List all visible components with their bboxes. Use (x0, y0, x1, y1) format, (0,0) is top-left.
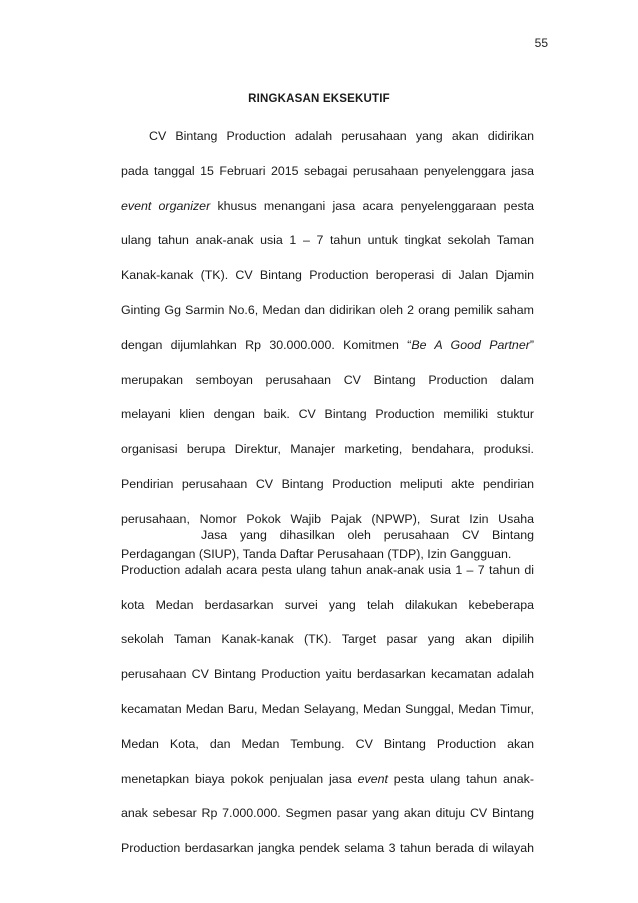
text-line (121, 189, 534, 224)
paragraph-1 (121, 119, 534, 571)
text-segment: kecamatan Medan Baru, Medan Selayang, Medan Sunggal, Medan Timur, (121, 701, 534, 716)
text-line (121, 467, 534, 502)
text-segment: Pendirian perusahaan CV Bintang Production meliputi akte pendirian (121, 476, 534, 491)
text-segment: CV Bintang Production adalah perusahaan yang akan didirikan (149, 129, 534, 143)
text-segment: sekolah Taman Kanak-kanak (TK). Target pasar yang akan dipilih (121, 632, 534, 647)
text-segment: Kanak-kanak (TK). CV Bintang Production beroperasi di Jalan Djamin (121, 268, 534, 283)
text-line (121, 363, 534, 398)
text-line (121, 432, 534, 467)
text-line (121, 588, 534, 623)
text-segment: Perdagangan (SIUP), Tanda Daftar Perusahaan (TDP), Izin Gangguan. (121, 546, 512, 561)
text-line (121, 657, 534, 692)
italic-text: event organizer (121, 198, 211, 213)
text-segment: Production adalah acara pesta ulang tahun anak-anak usia 1 – 7 tahun di (121, 562, 534, 577)
text-line (121, 119, 534, 154)
text-segment: merupakan semboyan perusahaan CV Bintang Production dalam (121, 372, 534, 387)
text-line (121, 692, 534, 727)
text-line (121, 328, 534, 363)
text-segment: melayani klien dengan baik. CV Bintang Production memiliki stuktur (121, 407, 534, 422)
text-segment: perusahaan, Nomor Pokok Wajib Pajak (NPWP), Surat Izin Usaha (121, 511, 534, 526)
text-line (121, 762, 534, 797)
text-line (121, 154, 534, 189)
text-segment: ulang tahun anak-anak usia 1 – 7 tahun untuk tingkat sekolah Taman (121, 233, 534, 248)
text-line (121, 293, 534, 328)
italic-text: event (357, 771, 388, 786)
text-segment: pesta ulang tahun anak- (387, 771, 534, 786)
text-line (121, 796, 534, 831)
text-segment: anak sebesar Rp 7.000.000. Segmen pasar yang akan dituju CV Bintang (121, 806, 534, 821)
text-line (121, 518, 534, 553)
paragraph-2 (121, 518, 534, 866)
text-segment: khusus menangani jasa acara penyelenggaraan pesta (210, 198, 534, 213)
text-segment: kota Medan berdasarkan survei yang telah dilakukan kebeberapa (121, 597, 534, 612)
page-number: 55 (534, 36, 548, 50)
text-line (121, 258, 534, 293)
text-segment: perusahaan CV Bintang Production yaitu berdasarkan kecamatan adalah (121, 667, 534, 682)
text-segment: menetapkan biaya pokok penjualan jasa (121, 771, 358, 786)
text-line (121, 622, 534, 657)
text-line (121, 553, 534, 588)
text-segment: Production berdasarkan jangka pendek selama 3 tahun berada di wilayah (121, 841, 534, 856)
document-title: RINGKASAN EKSEKUTIF (248, 93, 390, 105)
text-segment: Medan Kota, dan Medan Tembung. CV Bintang Production akan (121, 736, 534, 751)
text-segment: pada tanggal 15 Februari 2015 sebagai perusahaan penyelenggara jasa (121, 163, 534, 178)
text-segment: organisasi berupa Direktur, Manajer marketing, bendahara, produksi. (121, 442, 534, 457)
text-line (121, 831, 534, 866)
text-segment: ” (529, 337, 534, 352)
text-line (121, 727, 534, 762)
italic-text: Be A Good Partner (411, 337, 530, 352)
text-line (121, 397, 534, 432)
text-segment: Jasa yang dihasilkan oleh perusahaan CV Bintang (201, 528, 534, 542)
text-segment: Ginting Gg Sarmin No.6, Medan dan didirikan oleh 2 orang pemilik saham (121, 302, 534, 317)
text-line (121, 223, 534, 258)
text-segment: dengan dijumlahkan Rp 30.000.000. Komitmen “ (121, 337, 412, 352)
